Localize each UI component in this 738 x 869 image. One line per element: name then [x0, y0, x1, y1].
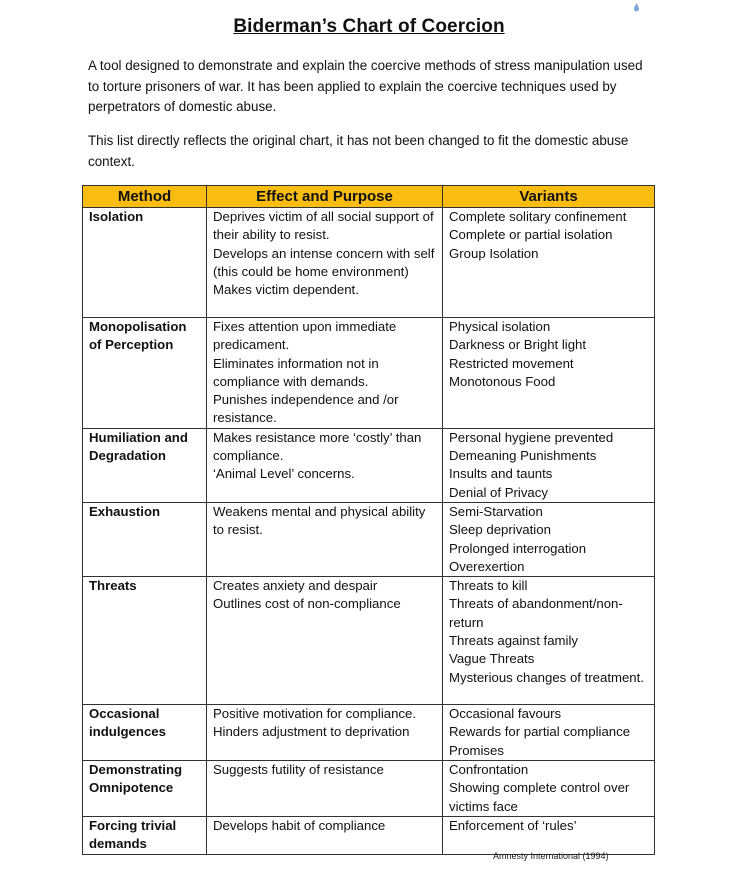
note-paragraph: This list directly reflects the original chart, it has not been changed to fit the domestic abuse context. — [88, 133, 629, 169]
effect-cell — [207, 761, 443, 817]
variant-line: Enforcement of ‘rules’ — [449, 818, 577, 834]
effect-line: Makes resistance more ‘costly’ than compliance. — [213, 429, 422, 464]
variant-line: Insults and taunts — [449, 466, 553, 482]
effect-cell — [207, 208, 443, 318]
method-cell: Demonstrating Omnipotence — [83, 761, 207, 817]
variants-cell — [443, 705, 655, 761]
variants-cell — [443, 208, 655, 318]
method-cell: Forcing trivial demands — [83, 817, 207, 855]
variant-line: Group Isolation — [449, 245, 539, 261]
effect-line: Suggests futility of resistance — [213, 762, 384, 778]
variants-cell — [443, 761, 655, 817]
table-row — [83, 428, 655, 502]
variant-line: Complete or partial isolation — [449, 227, 613, 243]
table-row — [83, 208, 655, 318]
intro-paragraph: A tool designed to demonstrate and explain the coercive methods of stress manipulation used to torture prisoners of war. It has been applied to explain the coercive techniques used by perpetrators of domestic abuse. — [88, 58, 643, 114]
method-cell: Humiliation and Degradation — [83, 428, 207, 502]
variant-line: Physical isolation — [449, 319, 551, 334]
variant-line: Complete solitary confinement — [449, 209, 627, 224]
droplet-icon — [633, 3, 640, 12]
effect-line: Hinders adjustment to deprivation — [213, 724, 410, 740]
method-cell: Isolation — [83, 208, 207, 318]
table-row — [83, 705, 655, 761]
variant-line: Promises — [449, 742, 504, 758]
effect-line: Positive motivation for compliance. — [213, 706, 417, 722]
variant-line: Restricted movement — [449, 355, 574, 371]
variant-line: Threats of abandonment/non-return — [449, 596, 623, 630]
header-effect-purpose: Effect and Purpose — [207, 186, 443, 208]
effect-cell — [207, 502, 443, 576]
variant-line: Vague Threats — [449, 651, 535, 667]
variant-line: Prolonged interrogation — [449, 540, 587, 556]
variants-cell — [443, 318, 655, 429]
document-title: Biderman’s Chart of Coercion — [233, 16, 505, 37]
source-credit: Amnesty International (1994) — [493, 851, 609, 861]
variants-cell — [443, 817, 655, 855]
header-method: Method — [83, 186, 207, 208]
effect-cell — [207, 817, 443, 855]
effect-cell — [207, 577, 443, 705]
variants-cell — [443, 502, 655, 576]
table-row — [83, 761, 655, 817]
variants-cell — [443, 428, 655, 502]
effect-line: Creates anxiety and despair — [213, 578, 378, 594]
variant-line: Threats to kill — [449, 578, 528, 594]
effect-line: Develops an intense concern with self (this could be home environment) — [213, 245, 435, 279]
variant-line: Showing complete control over victims face — [449, 780, 630, 814]
variant-line: Personal hygiene prevented — [449, 429, 614, 445]
method-cell: Monopolisation of Perception — [83, 318, 207, 429]
variant-line: Denial of Privacy — [449, 484, 548, 500]
effect-line: Outlines cost of non-compliance — [213, 596, 401, 612]
header-variants: Variants — [443, 186, 655, 208]
variant-line: Monotonous Food — [449, 373, 556, 389]
variants-cell — [443, 577, 655, 705]
variant-line: Occasional favours — [449, 706, 562, 722]
effect-line: Makes victim dependent. — [213, 282, 359, 298]
effect-cell — [207, 428, 443, 502]
table-row — [83, 502, 655, 576]
method-cell: Occasional indulgences — [83, 705, 207, 761]
table-row — [83, 577, 655, 705]
variant-line: Darkness or Bright light — [449, 337, 587, 353]
effect-line: Eliminates information not in compliance with demands. — [213, 355, 379, 389]
effect-cell — [207, 705, 443, 761]
variant-line: Threats against family — [449, 633, 578, 649]
variant-line: Overexertion — [449, 558, 525, 574]
variant-line: Demeaning Punishments — [449, 448, 597, 464]
method-cell: Exhaustion — [83, 502, 207, 576]
effect-line: Deprives victim of all social support of their ability to resist. — [213, 209, 434, 243]
table-header-row — [83, 186, 655, 208]
effect-line: Fixes attention upon immediate predicament. — [213, 319, 397, 353]
variant-line: Rewards for partial compliance — [449, 724, 631, 740]
coercion-table — [82, 185, 655, 855]
table-row — [83, 817, 655, 855]
effect-line: Punishes independence and /or resistance. — [213, 392, 399, 426]
effect-cell — [207, 318, 443, 429]
table-row — [83, 318, 655, 429]
method-cell: Threats — [83, 577, 207, 705]
variant-line: Confrontation — [449, 762, 529, 778]
variant-line: Mysterious changes of treatment. — [449, 669, 644, 685]
variant-line: Semi-Starvation — [449, 503, 543, 519]
effect-line: ‘Animal Level’ concerns. — [213, 466, 355, 482]
effect-line: Develops habit of compliance — [213, 818, 386, 834]
variant-line: Sleep deprivation — [449, 522, 551, 538]
effect-line: Weakens mental and physical ability to resist. — [213, 503, 426, 538]
